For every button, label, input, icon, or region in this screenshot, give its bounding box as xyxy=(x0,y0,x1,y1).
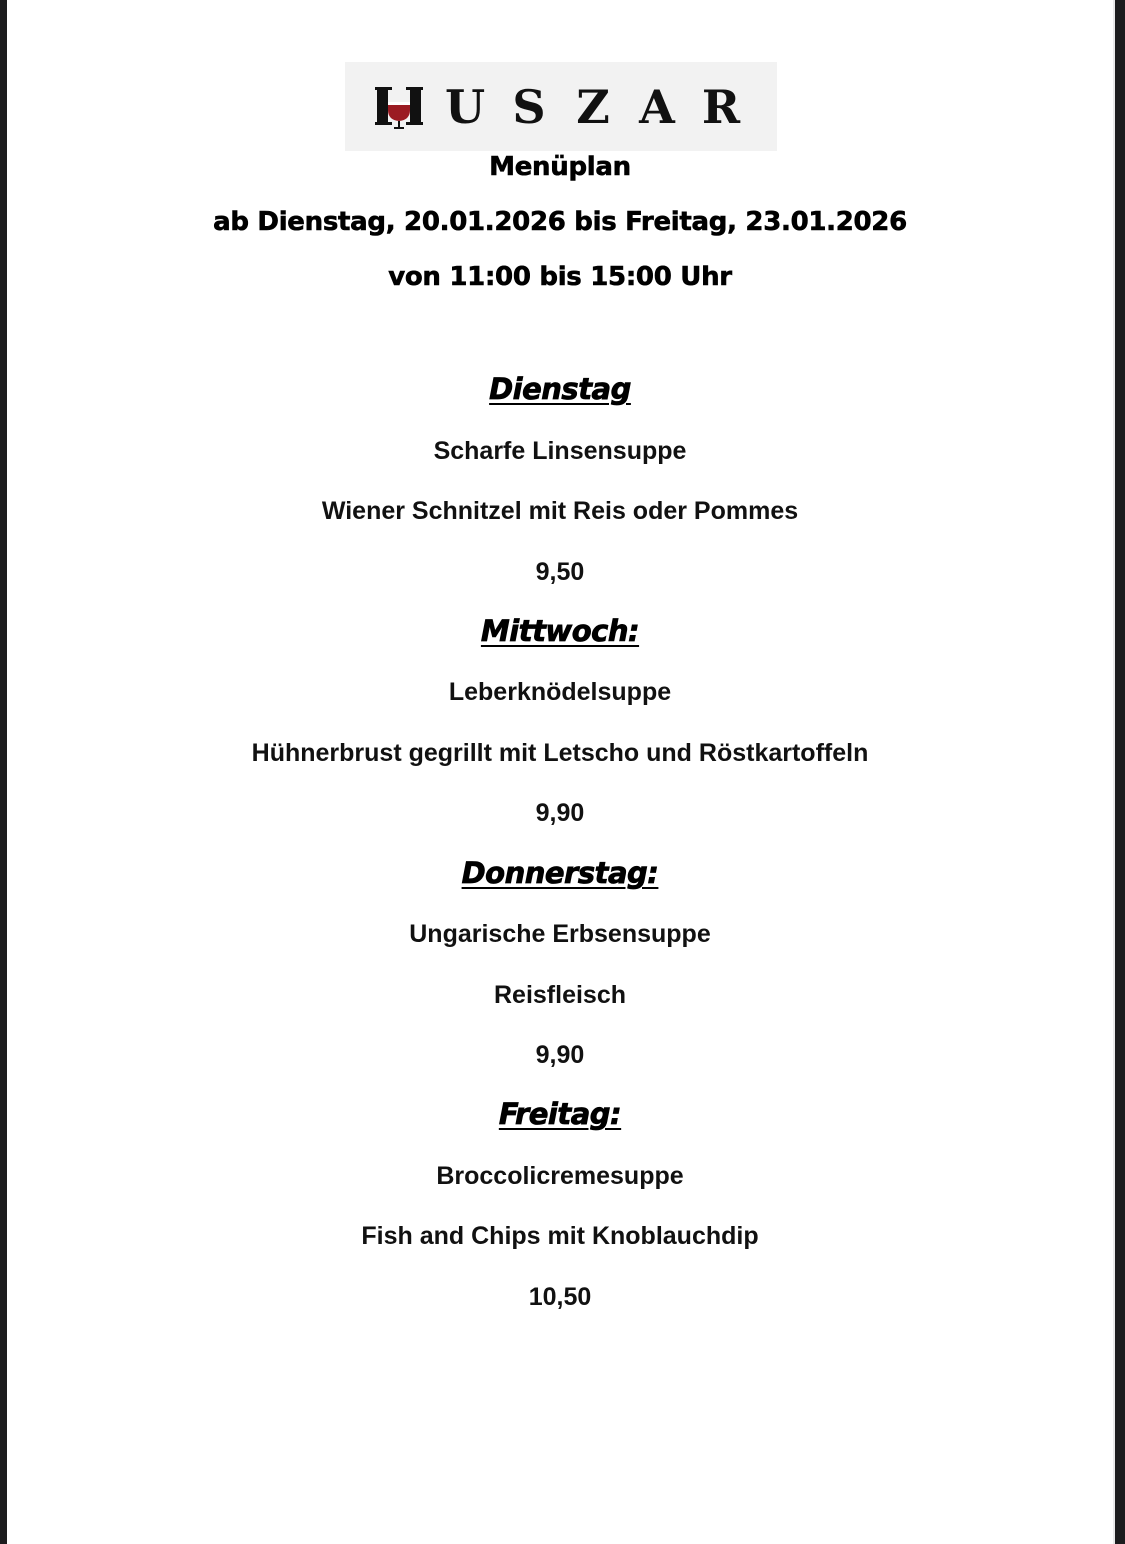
opening-hours: von 11:00 bis 15:00 Uhr xyxy=(388,262,732,292)
main-dish-item: Wiener Schnitzel mit Reis oder Pommes xyxy=(321,497,799,525)
price: 10,50 xyxy=(528,1283,592,1311)
day-heading-dienstag: Dienstag xyxy=(489,372,631,406)
main-dish-item: Fish and Chips mit Knoblauchdip xyxy=(361,1222,759,1250)
logo xyxy=(345,62,777,151)
logo-letter: U xyxy=(444,79,486,134)
main-dish-item: Reisfleisch xyxy=(493,981,626,1009)
logo-letter: Z xyxy=(576,79,610,134)
wine-glass-icon xyxy=(375,84,427,130)
soup-item: Ungarische Erbsensuppe xyxy=(409,920,711,948)
day-heading-mittwoch: Mittwoch: xyxy=(480,614,640,648)
soup-item: Scharfe Linsensuppe xyxy=(433,437,687,465)
day-heading-donnerstag: Donnerstag: xyxy=(461,856,659,890)
date-range: ab Dienstag, 20.01.2026 bis Freitag, 23.01.2026 xyxy=(213,207,907,237)
price: 9,90 xyxy=(535,1041,585,1069)
logo-letter: A xyxy=(639,79,675,134)
logo-letter: S xyxy=(512,79,546,134)
soup-item: Broccolicremesuppe xyxy=(436,1162,684,1190)
main-dish-item: Hühnerbrust gegrillt mit Letscho und Röstkartoffeln xyxy=(251,739,869,767)
page-title: Menüplan xyxy=(489,152,631,182)
price: 9,90 xyxy=(535,799,585,827)
logo-letter: R xyxy=(701,79,741,134)
menu-page xyxy=(7,0,1115,1544)
day-heading-freitag: Freitag: xyxy=(498,1097,622,1131)
price: 9,50 xyxy=(535,558,585,586)
soup-item: Leberknödelsuppe xyxy=(448,678,672,706)
logo-letter-h-with-wine-glass xyxy=(369,84,433,130)
